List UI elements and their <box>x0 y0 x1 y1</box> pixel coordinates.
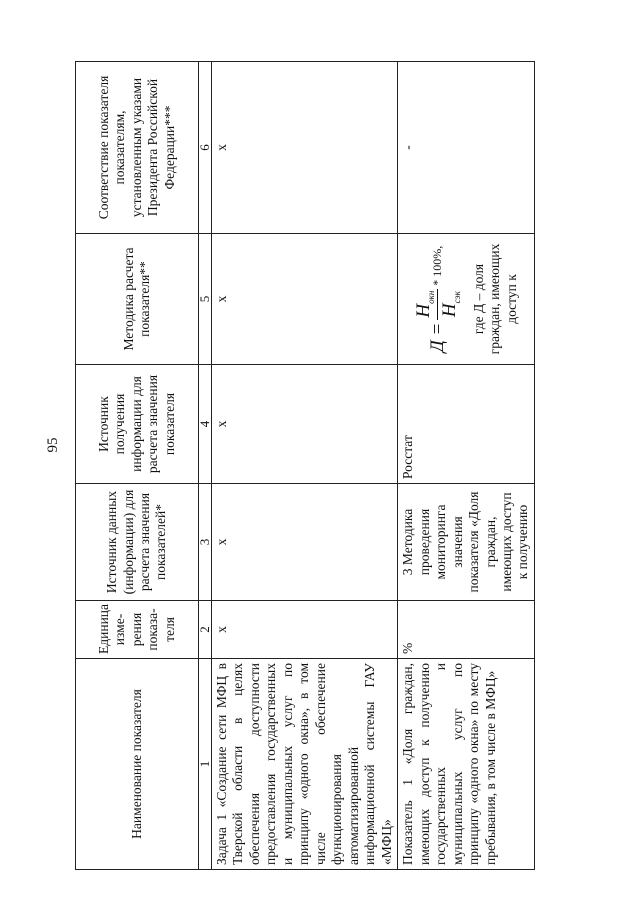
rotated-table-container <box>75 62 620 870</box>
column-number: 2 <box>199 601 212 659</box>
header-unit: Единица изме-рения показа-теля <box>76 601 199 659</box>
task-compliance: х <box>212 62 398 234</box>
indicator-method <box>398 234 535 365</box>
indicator-name: Показатель 1 «Доля граждан, имеющих доступ к получению государственных и муниципальных услуг по принципу «одного окна» по месту пребывания, в том числе в МФЦ» <box>398 659 535 870</box>
task-method: х <box>212 234 398 365</box>
formula-numerator: $Н_{окн}$ <box>413 290 436 318</box>
formula-fraction <box>412 289 463 320</box>
indicator-compliance: - <box>398 62 535 234</box>
header-indicator-name: Наименование показателя <box>76 659 199 870</box>
header-row <box>76 62 199 870</box>
indicator-unit: % <box>398 601 535 659</box>
indicators-table <box>75 61 535 870</box>
column-number: 6 <box>199 62 212 234</box>
column-number: 1 <box>199 659 212 870</box>
header-compliance: Соответствие показателя показателям, установленным указами Президента Российской Федерации*** <box>76 62 199 234</box>
header-method: Методика расчета показателя** <box>76 234 199 365</box>
task-unit: х <box>212 601 398 659</box>
column-number: 3 <box>199 484 212 601</box>
indicator-info-source: Росстат <box>398 365 535 484</box>
column-number: 5 <box>199 234 212 365</box>
indicator-data-source: 3 Методика проведения мониторинга значения показателя «Доля граждан, имеющих доступ к получению <box>398 484 535 601</box>
task-name: Задача 1 «Создание сети МФЦ в Тверской области в целях обеспечения доступности предоставления государственных и муниципальных услуг по принципу «одного окна», в том числе обеспечение функционирования автоматизированной информационной системы ГАУ «МФЦ» <box>212 659 398 870</box>
table-row-indicator-1 <box>398 62 535 870</box>
formula-lhs: Д = <box>426 322 448 353</box>
method-explanation: где Д – доля граждан, имеющих доступ к <box>470 243 519 355</box>
formula-multiplier: * 100%, <box>430 245 445 286</box>
table-row-task-1 <box>212 62 398 870</box>
formula-denominator: $Н_{сэк}$ <box>438 291 462 318</box>
column-number-row <box>199 62 212 870</box>
task-data-source: х <box>212 484 398 601</box>
header-info-source: Источник получения информации для расчета значения показателя <box>76 365 199 484</box>
page-number: 95 <box>44 437 61 453</box>
method-formula <box>400 238 471 360</box>
column-number: 4 <box>199 365 212 484</box>
task-info-source: х <box>212 365 398 484</box>
header-data-source: Источник данных (информации) для расчета значения показателей* <box>76 484 199 601</box>
